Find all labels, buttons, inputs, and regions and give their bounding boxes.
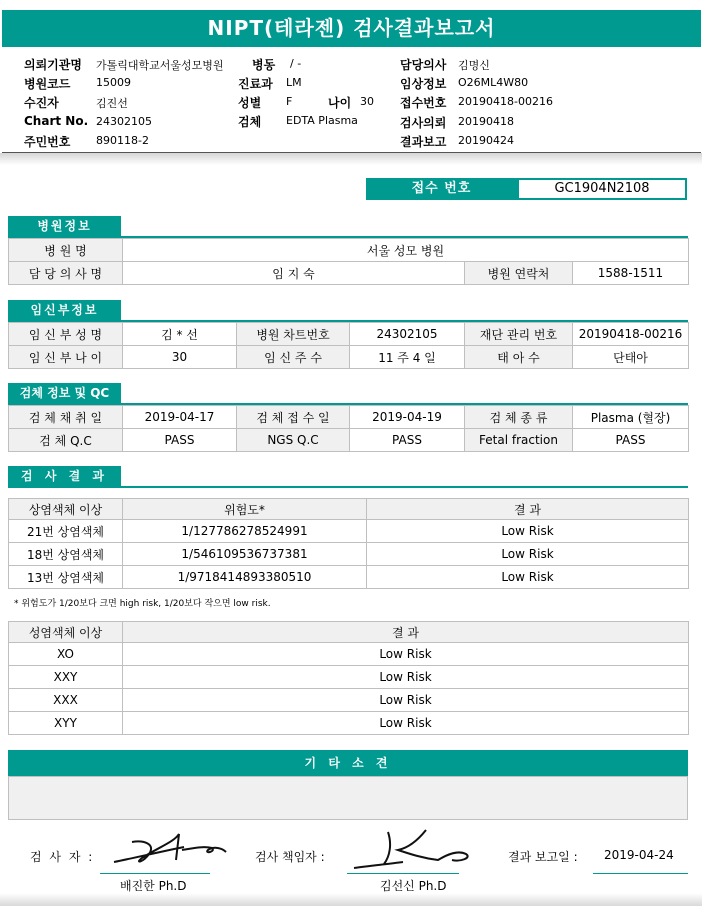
hospital-contact-value: 1588-1511 bbox=[573, 262, 689, 285]
date-line bbox=[593, 873, 688, 874]
manager-label: 검사 책임자 : bbox=[255, 850, 325, 864]
table-row bbox=[9, 520, 689, 543]
clinical-label: 임상정보 bbox=[400, 77, 447, 91]
reception-value: 20190418-00216 bbox=[458, 95, 553, 108]
sex-result-value: Low Risk bbox=[123, 689, 689, 712]
id-value: 890118-2 bbox=[96, 134, 149, 147]
sex-chromosome-name: XO bbox=[9, 643, 123, 666]
specimen-info-table bbox=[8, 405, 689, 452]
hospital-label: 의뢰기관명 bbox=[24, 58, 82, 72]
dept-label: 진료과 bbox=[238, 77, 273, 91]
patient-value: 김진선 bbox=[96, 97, 128, 110]
chart-value: 24302105 bbox=[96, 115, 152, 128]
specimen-label: 검체 bbox=[238, 115, 262, 129]
risk-value: 1/9718414893380510 bbox=[123, 566, 367, 589]
code-value: 15009 bbox=[96, 76, 131, 89]
risk-footnote: * 위험도가 1/20보다 크면 high risk, 1/20보다 작으면 low risk. bbox=[14, 599, 271, 609]
ward-label: 병동 bbox=[252, 58, 276, 72]
receipt-date-value: 2019-04-19 bbox=[350, 406, 465, 429]
section-pregnant-info: 임신부정보 bbox=[8, 300, 121, 320]
tester-label: 검 사 자 : bbox=[30, 850, 95, 864]
sex-result-value: Low Risk bbox=[123, 712, 689, 735]
report-label: 결과보고 bbox=[400, 135, 447, 149]
section-rule bbox=[8, 486, 688, 488]
signature-line bbox=[347, 873, 459, 874]
other-findings-title: 기 타 소 견 bbox=[8, 750, 688, 776]
table-row bbox=[9, 689, 689, 712]
result-column-header: 결 과 bbox=[367, 499, 689, 520]
specimen-qc-label: 검 체 Q.C bbox=[9, 429, 123, 452]
page-bottom-edge bbox=[0, 893, 702, 906]
report-value: 20190424 bbox=[458, 134, 514, 147]
ngs-qc-value: PASS bbox=[350, 429, 465, 452]
receipt-label: 접수 번호 bbox=[366, 178, 517, 200]
risk-column-header: 위험도* bbox=[123, 499, 367, 520]
risk-value: 1/546109536737381 bbox=[123, 543, 367, 566]
code-label: 병원코드 bbox=[24, 77, 71, 91]
sex-chromosome-name: XYY bbox=[9, 712, 123, 735]
dept-value: LM bbox=[286, 76, 302, 89]
hospital-contact-label: 병원 연락처 bbox=[465, 262, 573, 285]
age-value: 30 bbox=[360, 95, 374, 108]
request-label: 검사의뢰 bbox=[400, 116, 447, 130]
reception-label: 접수번호 bbox=[400, 96, 447, 110]
manager-name: 김선신 Ph.D bbox=[380, 879, 447, 893]
result-value: Low Risk bbox=[367, 566, 689, 589]
doctor-label: 담당의사 bbox=[400, 58, 447, 72]
sex-chromosome-name: XXY bbox=[9, 666, 123, 689]
clinical-value: O26ML4W80 bbox=[458, 76, 529, 89]
sex-result-value: Low Risk bbox=[123, 643, 689, 666]
tester-signature bbox=[104, 822, 236, 872]
chromosome-name: 18번 상염색체 bbox=[9, 543, 123, 566]
hospital-chart-value: 24302105 bbox=[350, 323, 465, 346]
result-value: Low Risk bbox=[367, 520, 689, 543]
signature-line bbox=[100, 873, 210, 874]
table-row bbox=[9, 566, 689, 589]
hospital-name-value: 서울 성모 병원 bbox=[123, 239, 689, 262]
report-date-label: 결과 보고일 : bbox=[508, 850, 578, 864]
autosome-column-header: 상염색체 이상 bbox=[9, 499, 123, 520]
fetal-fraction-label: Fetal fraction bbox=[465, 429, 573, 452]
table-row bbox=[9, 666, 689, 689]
chromosome-name: 13번 상염색체 bbox=[9, 566, 123, 589]
fetal-fraction-value: PASS bbox=[573, 429, 689, 452]
receipt-date-label: 검 체 접 수 일 bbox=[237, 406, 350, 429]
foundation-no-label: 재단 관리 번호 bbox=[465, 323, 573, 346]
manager-signature bbox=[348, 824, 484, 874]
table-row bbox=[9, 543, 689, 566]
section-results: 검 사 결 과 bbox=[8, 466, 121, 486]
specimen-value: EDTA Plasma bbox=[286, 114, 358, 127]
section-hospital-info: 병원정보 bbox=[8, 216, 121, 236]
ngs-qc-label: NGS Q.C bbox=[237, 429, 350, 452]
request-value: 20190418 bbox=[458, 115, 514, 128]
hospital-info-table bbox=[8, 238, 689, 285]
header-divider bbox=[0, 153, 702, 165]
specimen-type-label: 검 체 종 류 bbox=[465, 406, 573, 429]
sex-label: 성별 bbox=[238, 96, 262, 110]
report-date-value: 2019-04-24 bbox=[604, 848, 674, 862]
other-findings-box bbox=[8, 776, 688, 820]
chromosome-name: 21번 상염색체 bbox=[9, 520, 123, 543]
pregnant-name-label: 임 신 부 성 명 bbox=[9, 323, 123, 346]
section-specimen-info: 검체 정보 및 QC bbox=[8, 383, 121, 403]
sex-result-value: Low Risk bbox=[123, 666, 689, 689]
sex-result-column-header: 결 과 bbox=[123, 622, 689, 643]
fetus-count-label: 태 아 수 bbox=[465, 346, 573, 369]
patient-label: 수진자 bbox=[24, 96, 59, 110]
pregnant-info-table bbox=[8, 322, 689, 369]
hospital-name-label: 병 원 명 bbox=[9, 239, 123, 262]
table-row bbox=[9, 712, 689, 735]
sex-value: F bbox=[286, 95, 293, 108]
gestation-weeks-label: 임 신 주 수 bbox=[237, 346, 350, 369]
sex-chromosome-column-header: 성염색체 이상 bbox=[9, 622, 123, 643]
report-header bbox=[2, 47, 701, 153]
hospital-value: 가톨릭대학교서울성모병원 bbox=[96, 59, 224, 72]
age-label: 나이 bbox=[328, 96, 352, 110]
table-row bbox=[9, 643, 689, 666]
risk-value: 1/127786278524991 bbox=[123, 520, 367, 543]
hospital-chart-label: 병원 차트번호 bbox=[237, 323, 350, 346]
pregnant-name-value: 김 * 선 bbox=[123, 323, 237, 346]
gestation-weeks-value: 11 주 4 일 bbox=[350, 346, 465, 369]
id-label: 주민번호 bbox=[24, 135, 71, 149]
doctor-value: 김명신 bbox=[458, 59, 490, 72]
attending-doctor-value: 임 지 숙 bbox=[123, 262, 465, 285]
chart-label: Chart No. bbox=[24, 114, 89, 128]
report-title: NIPT(테라젠) 검사결과보고서 bbox=[2, 10, 701, 47]
specimen-qc-value: PASS bbox=[123, 429, 237, 452]
specimen-type-value: Plasma (혈장) bbox=[573, 406, 689, 429]
autosome-results-table bbox=[8, 498, 689, 589]
collection-date-value: 2019-04-17 bbox=[123, 406, 237, 429]
collection-date-label: 검 체 채 취 일 bbox=[9, 406, 123, 429]
fetus-count-value: 단태아 bbox=[573, 346, 689, 369]
result-value: Low Risk bbox=[367, 543, 689, 566]
ward-value: / - bbox=[290, 57, 302, 70]
pregnant-age-label: 임 신 부 나 이 bbox=[9, 346, 123, 369]
pregnant-age-value: 30 bbox=[123, 346, 237, 369]
attending-doctor-label: 담 당 의 사 명 bbox=[9, 262, 123, 285]
sex-chromosome-name: XXX bbox=[9, 689, 123, 712]
foundation-no-value: 20190418-00216 bbox=[573, 323, 689, 346]
tester-name: 배진한 Ph.D bbox=[120, 879, 187, 893]
sex-chromosome-table bbox=[8, 621, 689, 735]
receipt-value: GC1904N2108 bbox=[517, 178, 687, 200]
